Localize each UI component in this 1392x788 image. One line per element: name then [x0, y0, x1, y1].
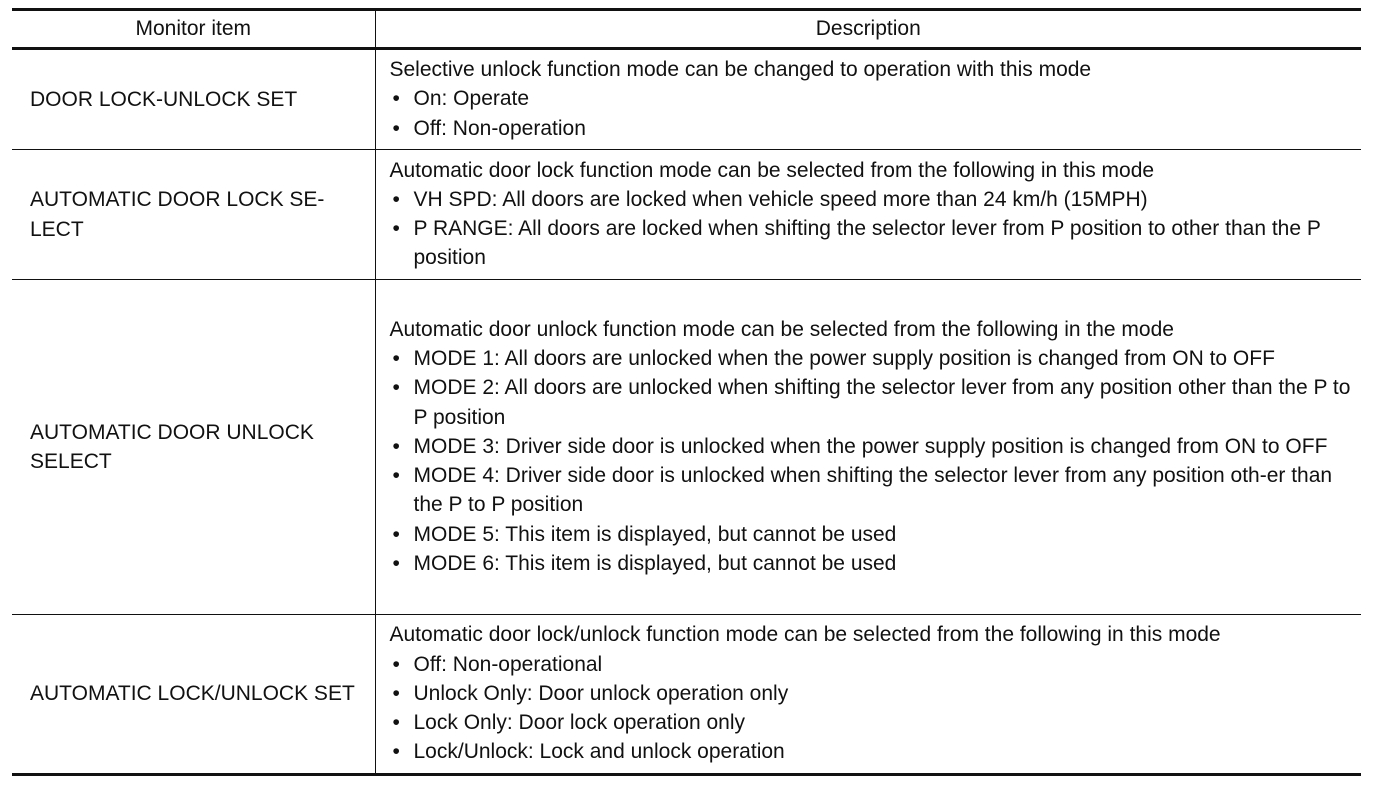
bullet-glyph: •: [392, 681, 400, 705]
bullet-glyph: •: [392, 652, 400, 676]
list-item: [390, 650, 1354, 679]
list-item: [390, 737, 1354, 766]
bullet-glyph: •: [392, 740, 400, 764]
bullet-glyph: •: [392, 434, 400, 458]
monitor-item-table-container: [12, 8, 1361, 776]
list-item: [390, 344, 1354, 373]
option-text: Off: Non-operational: [413, 652, 603, 676]
option-list: [390, 84, 1354, 142]
monitor-item-cell: AUTOMATIC DOOR LOCK SE-LECT: [30, 188, 325, 241]
list-item: [390, 679, 1354, 708]
list-item: [390, 373, 1354, 431]
bullet-glyph: •: [392, 347, 400, 371]
table-row: [12, 280, 1361, 615]
table-row: [12, 150, 1361, 280]
list-item: [390, 708, 1354, 737]
option-text: Unlock Only: Door unlock operation only: [413, 681, 789, 705]
header-monitor-item: Monitor item: [135, 17, 252, 41]
header-row: [12, 10, 1361, 49]
option-list: [390, 650, 1354, 767]
option-text: MODE 6: This item is displayed, but cannot be used: [413, 551, 897, 575]
table-body: [12, 49, 1361, 775]
description-intro: Selective unlock function mode can be changed to operation with this mode: [389, 58, 1092, 82]
bullet-glyph: •: [392, 187, 400, 211]
table-header: [12, 10, 1361, 49]
description-intro: Automatic door lock function mode can be selected from the following in this mode: [389, 158, 1155, 182]
list-item: [390, 185, 1354, 214]
description-intro: Automatic door unlock function mode can be selected from the following in the mode: [389, 318, 1174, 342]
option-text: VH SPD: All doors are locked when vehicle speed more than 24 km/h (15MPH): [413, 187, 1148, 211]
option-text: MODE 2: All doors are unlocked when shifting the selector lever from any position other than the P to P position: [413, 376, 1351, 429]
monitor-item-cell: AUTOMATIC LOCK/UNLOCK SET: [30, 682, 355, 706]
option-text: MODE 1: All doors are unlocked when the power supply position is changed from ON to OFF: [413, 347, 1275, 371]
bullet-glyph: •: [392, 217, 400, 240]
monitor-item-table: [12, 8, 1361, 776]
option-text: Off: Non-operation: [413, 116, 586, 140]
option-text: MODE 5: This item is displayed, but cannot be used: [413, 522, 897, 546]
bullet-glyph: •: [392, 551, 400, 575]
option-text: P RANGE: All doors are locked when shifting the selector lever from P position to other than the P position: [413, 217, 1321, 270]
option-text: Lock/Unlock: Lock and unlock operation: [413, 740, 785, 764]
list-item: [390, 520, 1354, 549]
list-item: [390, 114, 1354, 143]
bullet-glyph: •: [392, 116, 400, 140]
option-text: On: Operate: [413, 87, 530, 111]
list-item: [390, 549, 1354, 578]
bullet-glyph: •: [392, 522, 400, 546]
description-cell: [375, 615, 1361, 775]
description-cell: [375, 150, 1361, 280]
monitor-item-cell: AUTOMATIC DOOR UNLOCK SELECT: [30, 420, 314, 473]
option-text: MODE 3: Driver side door is unlocked when the power supply position is changed from ON to OFF: [413, 434, 1328, 458]
bullet-glyph: •: [392, 711, 400, 735]
description-cell: [375, 49, 1361, 150]
header-description: Description: [375, 10, 1361, 49]
table-row: [12, 49, 1361, 150]
option-text: Lock Only: Door lock operation only: [413, 711, 745, 735]
description-cell: [375, 280, 1361, 615]
table-row: [12, 615, 1361, 775]
description-intro: Automatic door lock/unlock function mode can be selected from the following in this mode: [389, 623, 1221, 647]
list-item: [390, 432, 1354, 461]
bullet-glyph: •: [392, 464, 400, 488]
list-item: [390, 84, 1354, 113]
list-item: [390, 461, 1354, 519]
list-item: [390, 214, 1354, 272]
monitor-item-cell: DOOR LOCK-UNLOCK SET: [30, 87, 298, 111]
option-text: MODE 4: Driver side door is unlocked when shifting the selector lever from any position oth-er than the P to P position: [413, 464, 1333, 517]
option-list: [390, 344, 1354, 578]
option-list: [390, 185, 1354, 273]
bullet-glyph: •: [392, 87, 400, 111]
bullet-glyph: •: [392, 376, 400, 400]
